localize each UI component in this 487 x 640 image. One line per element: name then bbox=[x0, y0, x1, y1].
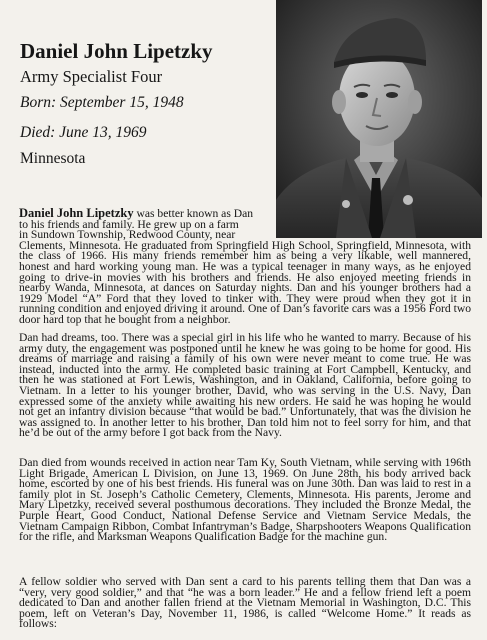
soldier-portrait-photo bbox=[276, 0, 482, 238]
birth-date: Born: September 15, 1948 bbox=[20, 94, 184, 111]
paragraph-line-1: was better known as Dan bbox=[133, 207, 254, 220]
paragraph-lead-name: Daniel John Lipetzky bbox=[19, 206, 134, 220]
paragraph-army-service-text: Dan had dreams, too. There was a special girl in his life who he wanted to marry. Because of his army duty, the engagement was postponed until he knew he was going to be home for good. His dreams of marriage and raising a family of his own were never meant to come true. He was instead, inducted into the army. He completed basic training at Fort Campbell, Kentucky, and then he was stationed at Fort Lewis, Washington, and in Oakland, California, before going to Vietnam. In a letter to his younger brother, David, who was serving in the U.S. Navy, Dan expressed some of the anxiety while awaiting his new orders. He said he was hoping he would not get an infantry division because “that would be bad.” Unfortunately, that was the division he was assigned to. In another letter to his brother, Dan told him not to feel sorry for him, and that he’d be out of the army before I got back from the Navy. bbox=[19, 331, 471, 440]
paragraph-line-2: to his friends and family. He grew up on a farm bbox=[19, 217, 239, 231]
paragraph-tribute-text: A fellow soldier who served with Dan sent a card to his parents telling them that Dan was a “very, very good soldier,” and that “he was a born leader.” He and a fellow friend left a poem dedicated to Dan and another fallen friend at the Vietnam Memorial in Washington, D.C. This poem, left on Veteran’s Day, November 11, 1986, is called “Welcome Home.” It reads as follows: bbox=[19, 575, 471, 631]
home-state: Minnesota bbox=[20, 150, 86, 167]
header-block bbox=[20, 38, 270, 169]
paragraph-line-3: in Sundown Township, Redwood County, near bbox=[19, 228, 236, 242]
paragraph-tribute bbox=[19, 577, 471, 630]
paragraph-early-life-rest: Clements, Minnesota. He graduated from Springfield High School, Springfield, Minnesota, with the class of 1966. His many friends remember him as being a very likable, well mannered, honest and hard working young man. He was a typical teenager in many ways, as he enjoyed going to drive-in movies with his brothers and friends. He also enjoyed meeting friends in nearby Wanda, Minnesota, at dances on Saturday nights. Dan and his younger brothers had a 1929 Model “A” Ford that they loved to tinker with. They were proud when they got it in running condition and enjoyed driving it around. One of Dan’s favorite cars was a 1956 Ford two door hard top that he bought from a neighbor. bbox=[19, 238, 471, 326]
paragraph-army-service bbox=[19, 333, 471, 439]
soldier-name: Daniel John Lipetzky bbox=[20, 39, 213, 63]
paragraph-death-and-honors-text: Dan died from wounds received in action near Tam Ky, South Vietnam, while serving with 196th Light Brigade, American L Division, on June 13, 1969. On June 28th, his body arrived back home, escorted by one of his best friends. His funeral was on June 30th. Dan was laid to rest in a family plot in St. Joseph’s Catholic Cemetery, Clements, Minnesota. His parents, Jerome and Mary Lipetzky, received several posthumous decorations. They included the Bronze Medal, the Purple Heart, Good Conduct, National Defense Service and Vietnam Service Medals, the Vietnam Campaign Ribbon, Combat Infantryman’s Badge, Sharpshooters Weapons Qualification for the rifle, and Marksman Weapons Qualification Badge for the machine gun. bbox=[19, 456, 471, 544]
death-date: Died: June 13, 1969 bbox=[20, 124, 147, 141]
paragraph-death-and-honors bbox=[19, 458, 471, 543]
portrait-illustration bbox=[276, 0, 482, 238]
paragraph-early-life bbox=[19, 208, 471, 326]
soldier-rank: Army Specialist Four bbox=[20, 67, 163, 86]
